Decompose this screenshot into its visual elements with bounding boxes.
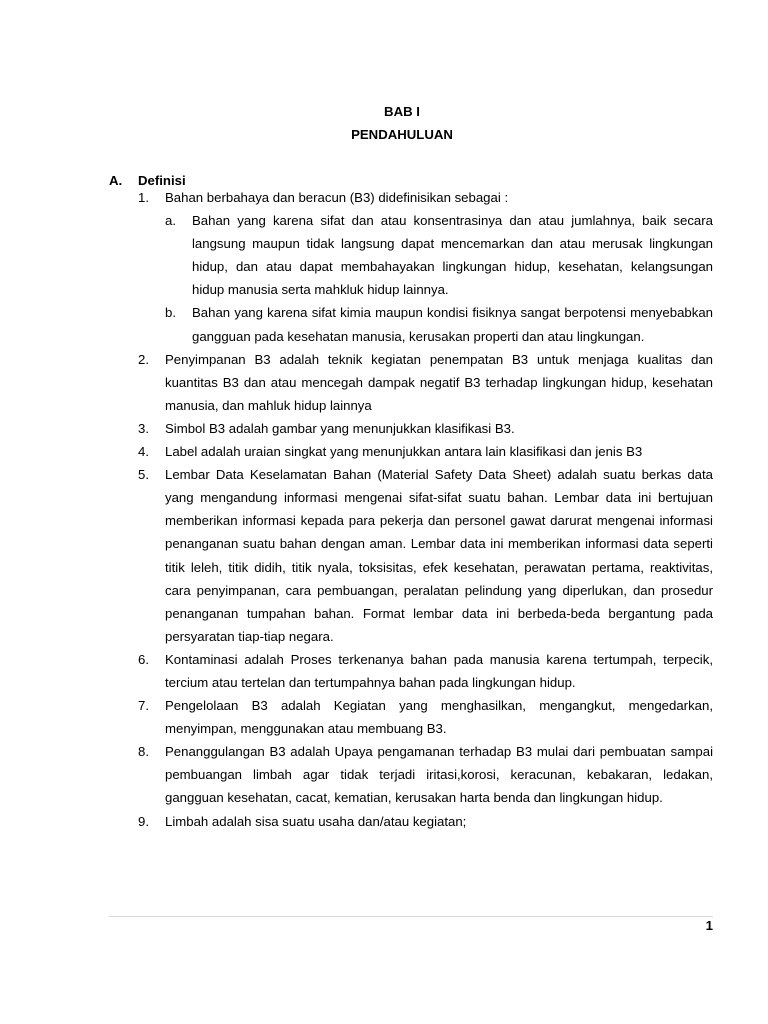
sub-item-letter: b.: [165, 305, 176, 321]
page-number: 1: [705, 918, 713, 933]
list-item: [138, 463, 713, 648]
list-item: [138, 417, 713, 440]
item-number: 2.: [138, 351, 149, 367]
item-number: 3.: [138, 420, 149, 436]
chapter-title: PENDAHULUAN: [351, 127, 453, 142]
item-text: Label adalah uraian singkat yang menunjukkan antara lain klasifikasi dan jenis B3: [165, 444, 643, 460]
section-marker: A.: [109, 173, 123, 188]
item-text: Pengelolaan B3 adalah Kegiatan yang menghasilkan, mengangkut, mengedarkan, menyimpan, menggunakan atau membuang B3.: [165, 698, 713, 737]
sub-item-letter: a.: [165, 213, 176, 229]
sub-item-text: Bahan yang karena sifat dan atau konsentrasinya dan atau jumlahnya, baik secara langsung maupun tidak langsung dapat mencemarkan dan atau merusak lingkungan hidup, dan atau dapat membahayakan lingkungan hidup, kesehatan, kelangsungan hidup manusia serta mahkluk hidup lainnya.: [192, 213, 713, 298]
section-title: Definisi: [138, 173, 186, 188]
sub-list-item: [165, 301, 713, 347]
item-text: Penanggulangan B3 adalah Upaya pengamanan terhadap B3 mulai dari pembuatan sampai pembuangan limbah agar tidak terjadi iritasi,korosi, keracunan, kebakaran, ledakan, gangguan kesehatan, cacat, kematian, kerusakan harta benda dan lingkungan hidup.: [165, 744, 713, 806]
list-item: [138, 348, 713, 417]
item-text: Lembar Data Keselamatan Bahan (Material Safety Data Sheet) adalah suatu berkas data yang mengandung informasi mengenai sifat-sifat suatu bahan. Lembar data ini bertujuan memberikan informasi kepada para pekerja dan personel gawat darurat mengenai informasi penanganan suatu bahan dengan aman. Lembar data ini memberikan informasi data seperti titik leleh, titik didih, titik nyala, toksisitas, efek kesehatan, perawatan pertama, reaktivitas, cara penyimpanan, cara pembuangan, peralatan pelindung yang diperlukan, dan prosedur penanganan tumpahan bahan. Format lembar data ini berbeda-beda bergantung pada persyaratan tiap-tiap negara.: [165, 467, 713, 644]
list-item: [138, 440, 713, 463]
item-number: 6.: [138, 651, 149, 667]
list-item: [138, 186, 713, 348]
item-number: 9.: [138, 813, 149, 829]
item-number: 8.: [138, 744, 149, 760]
list-item: [138, 648, 713, 694]
item-number: 7.: [138, 698, 149, 714]
item-text: Limbah adalah sisa suatu usaha dan/atau kegiatan;: [165, 813, 467, 829]
definition-list: [138, 186, 713, 833]
list-item: [138, 694, 713, 740]
footer-divider: [109, 916, 713, 917]
item-text: Kontaminasi adalah Proses terkenanya bahan pada manusia karena tertumpah, terpecik, tercium atau tertelan dan tertumpahnya bahan pada lingkungan hidup.: [165, 651, 713, 690]
list-item: [138, 740, 713, 809]
sub-list-item: [165, 209, 713, 301]
list-item: [138, 810, 713, 833]
item-text: Penyimpanan B3 adalah teknik kegiatan penempatan B3 untuk menjaga kualitas dan kuantitas B3 dan atau mencegah dampak negatif B3 terhadap lingkungan hidup, kesehatan manusia, dan mahluk hidup lainnya: [165, 351, 713, 413]
item-text: Simbol B3 adalah gambar yang menunjukkan klasifikasi B3.: [165, 420, 515, 436]
item-text: Bahan berbahaya dan beracun (B3) didefinisikan sebagai :: [165, 190, 509, 205]
item-number: 5.: [138, 467, 149, 483]
chapter-number: BAB I: [384, 104, 420, 119]
item-number: 1.: [138, 190, 149, 205]
sub-item-text: Bahan yang karena sifat kimia maupun kondisi fisiknya sangat berpotensi menyebabkan gangguan pada kesehatan manusia, kerusakan properti dan atau lingkungan.: [192, 305, 713, 344]
item-number: 4.: [138, 444, 149, 460]
